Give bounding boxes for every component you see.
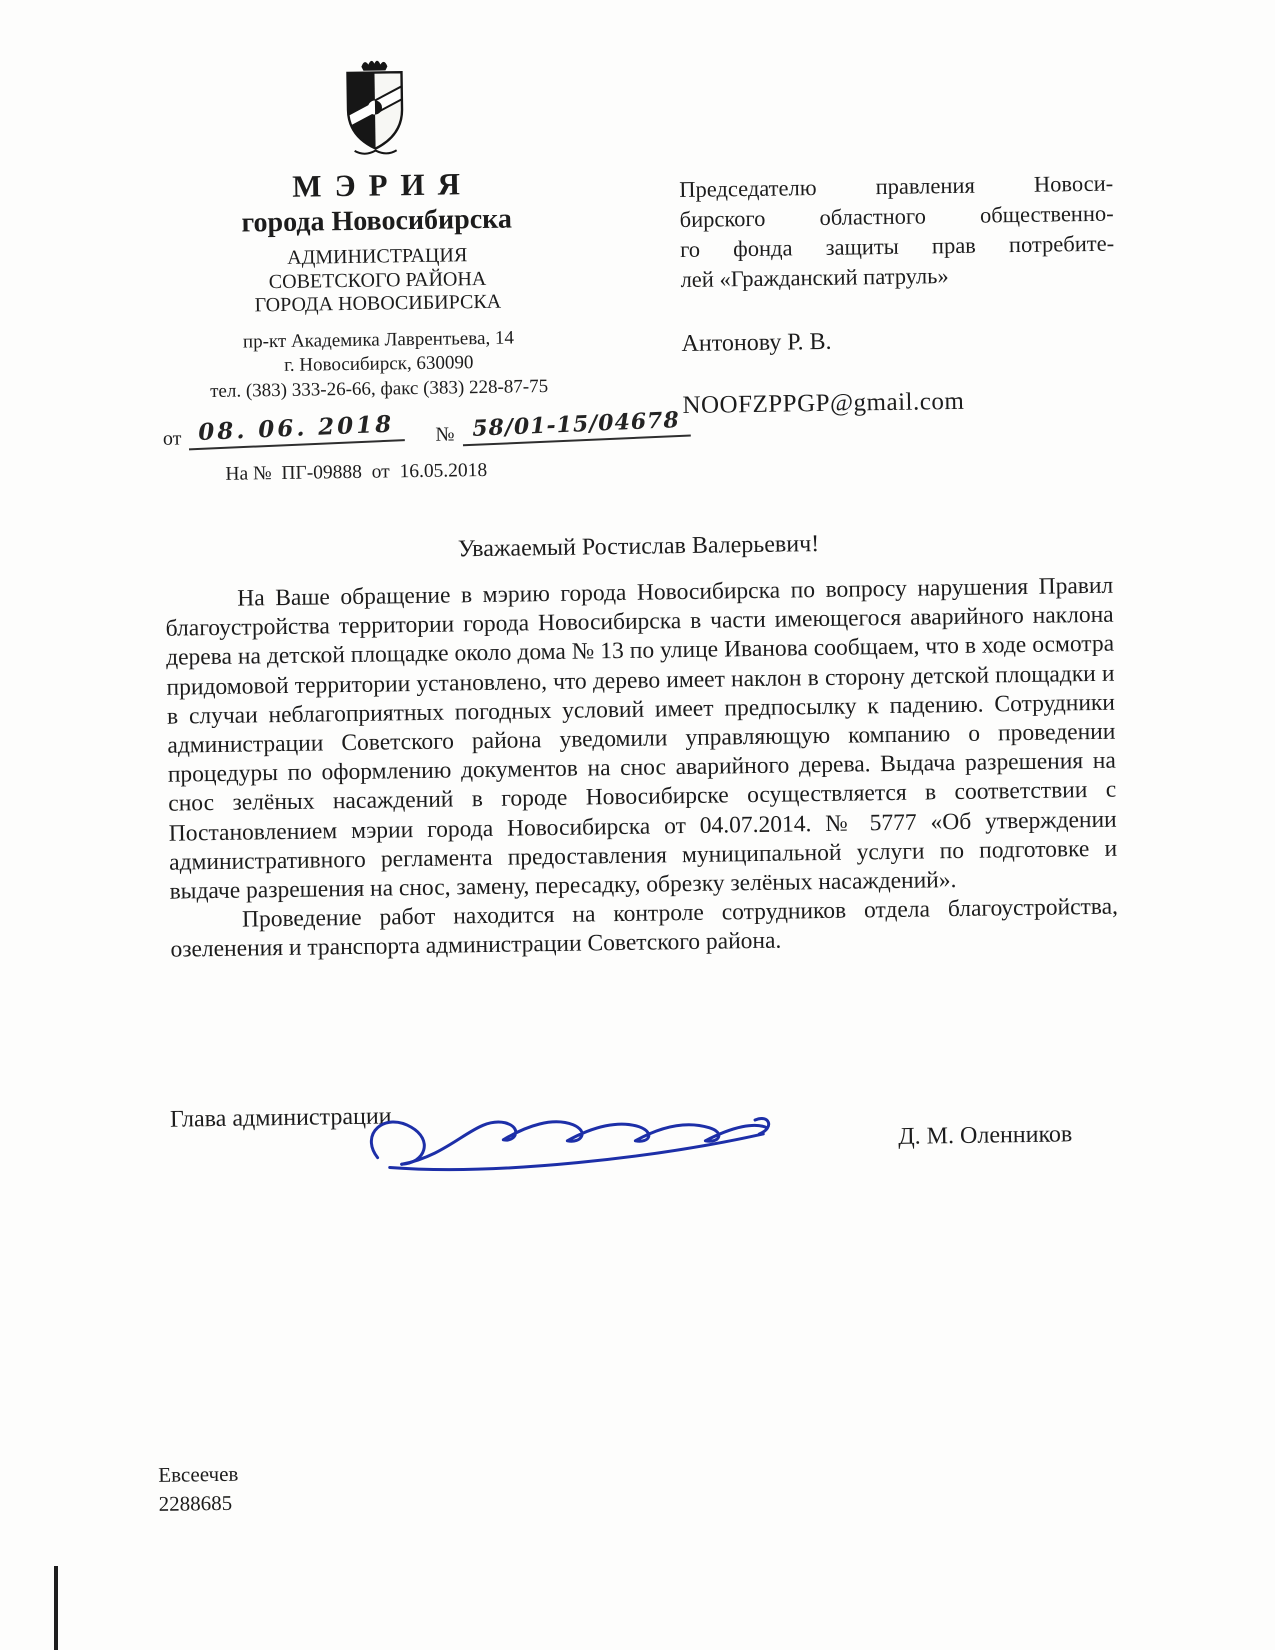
body-paragraph-2: Проведение работ находится на контроле сотрудников отдела благоустройства, озеленения и транспорта администрации Советского района. xyxy=(170,893,1119,964)
org-name-city: города Новосибирска xyxy=(241,203,513,239)
recipient-name: Антонову Р. В. xyxy=(681,328,832,358)
letterhead xyxy=(139,52,680,487)
org-sub-district: СОВЕТСКОГО РАЙОНА xyxy=(268,267,487,293)
handwritten-date: 08. 06. 2018 xyxy=(188,411,405,451)
signer-position: Глава администрации xyxy=(169,1103,392,1133)
recipient-line: бирского областного общественно- xyxy=(679,200,1114,233)
handwritten-doc-number: 58/01-15/04678 xyxy=(461,407,690,447)
org-sub-administration: АДМИНИСТРАЦИЯ xyxy=(287,244,468,269)
executor-name: Евсеечев xyxy=(158,1461,239,1487)
city-coat-of-arms-icon xyxy=(333,55,416,156)
handwritten-signature xyxy=(356,1064,778,1182)
recipient-block xyxy=(679,169,1117,421)
outgoing-number-row xyxy=(145,407,680,451)
org-name-mayor: МЭРИЯ xyxy=(292,166,474,204)
reference-number-line: На № ПГ-09888 от 16.05.2018 xyxy=(225,460,488,486)
body-paragraph-1: На Ваше обращение в мэрию города Новосибирска по вопросу нарушения Правил благоустройства территории города Новосибирска в части имеющегося аварийного наклона дерева на детской площадке около дома № 13 по улице Иванова сообщаем, что в ходе осмотра придомовой территории установлено, что дерево имеет наклон в сторону детской площадки и в случаи неблагоприятных погодных условий имеет предпосылку к падению. Сотрудники администрации Советского района уведомили управляющую компанию о проведении процедуры по оформлению документов на снос аварийного дерева. Выдача разрешения на снос зелёных насаждений в городе Новосибирске осуществляется в соответствии с Постановлением мэрии города Новосибирска от 04.07.2014. № 5777 «Об утверждении административного регламента предоставления муниципальной услуги по подготовке и выдаче разрешения на снос, замену, пересадку, обрезку зелёных насаждений». xyxy=(165,572,1118,905)
letter-body xyxy=(165,572,1119,966)
phone-fax-line: тел. (383) 333-26-66, факс (383) 228-87-75 xyxy=(210,376,549,403)
signer-name: Д. М. Оленников xyxy=(898,1121,1073,1150)
executor-phone: 2288685 xyxy=(158,1490,233,1516)
scan-artifact xyxy=(54,1566,58,1650)
address-street: пр-кт Академика Лаврентьева, 14 xyxy=(242,327,515,353)
org-sub-city: ГОРОДА НОВОСИБИРСКА xyxy=(254,290,502,317)
recipient-line: Председателю правления Новоси- xyxy=(679,170,1114,203)
address-city: г. Новосибирск, 630090 xyxy=(284,352,474,377)
number-label: № xyxy=(435,423,455,447)
salutation: Уважаемый Ростислав Валерьевич! xyxy=(457,531,820,563)
recipient-email: NOOFZPPGP@gmail.com xyxy=(682,387,965,420)
date-label: от xyxy=(162,427,182,451)
recipient-line: лей «Гражданский патруль» xyxy=(680,263,949,293)
recipient-line: го фонда защиты прав потребите- xyxy=(679,230,1115,263)
